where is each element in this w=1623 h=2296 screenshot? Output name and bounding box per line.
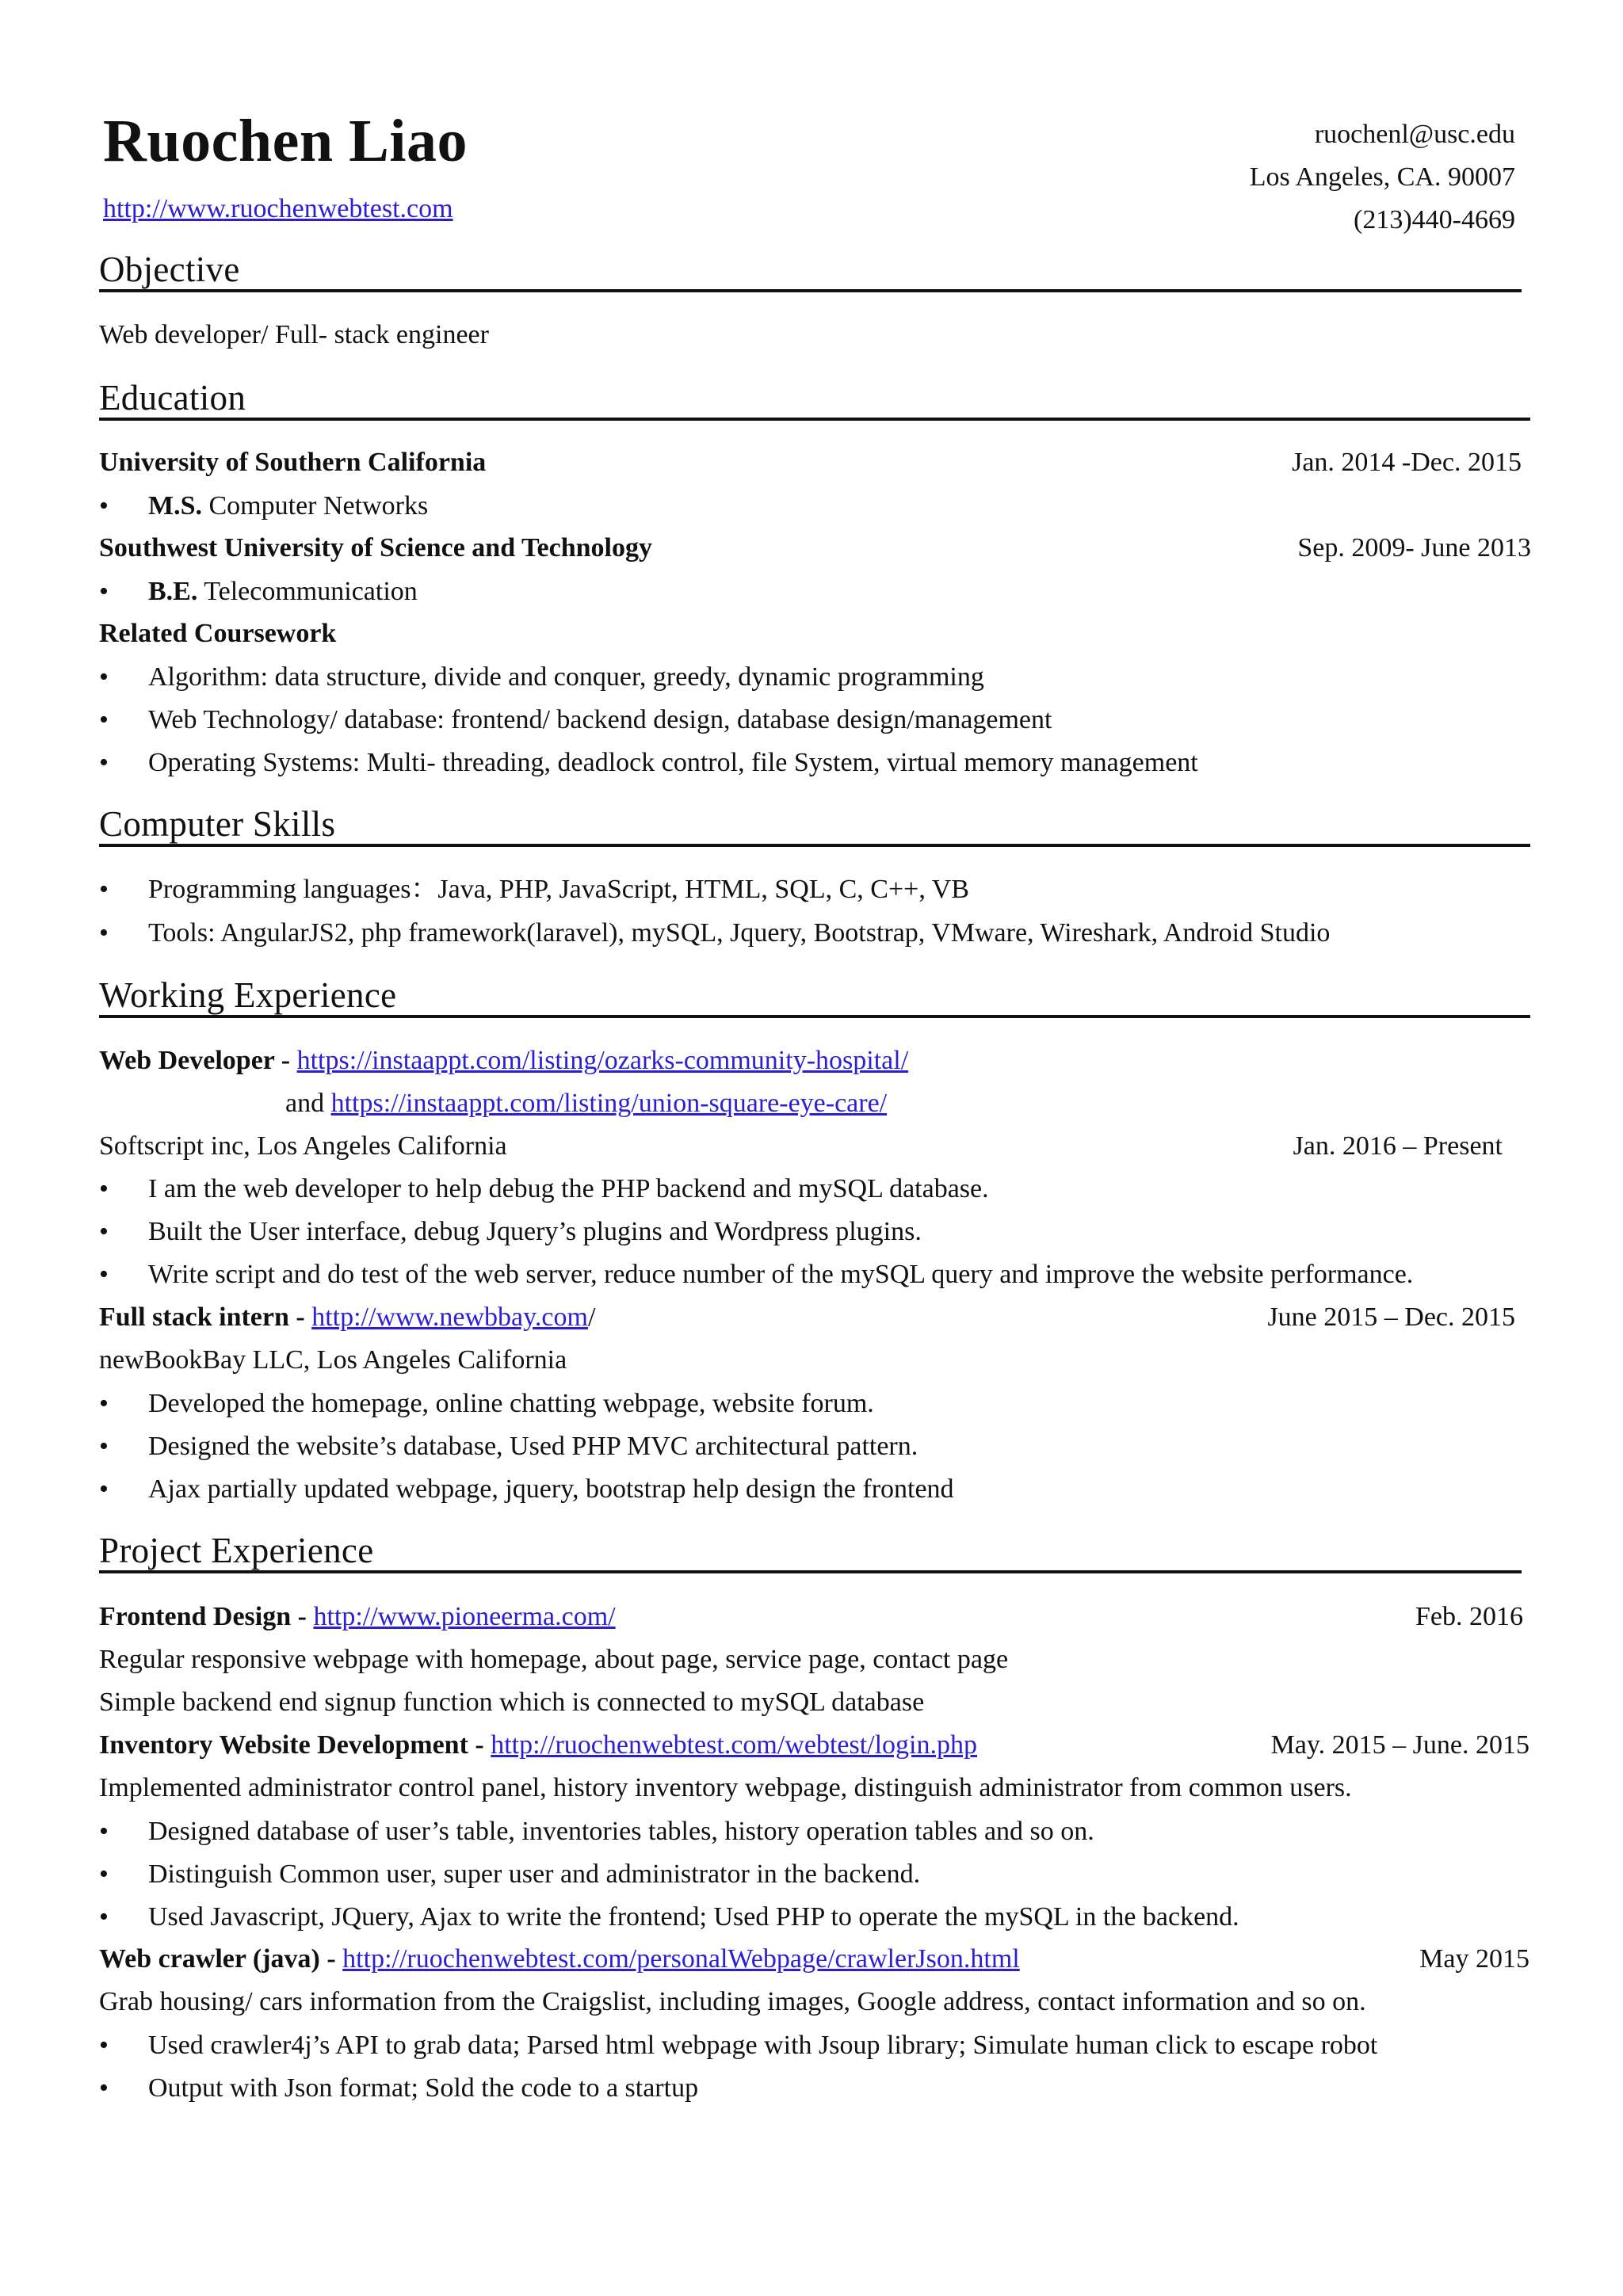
project-link-pioneerma[interactable]: http://www.pioneerma.com/ <box>313 1602 616 1631</box>
section-title-projects: Project Experience <box>99 1533 1522 1573</box>
job-bullet: • Developed the homepage, online chatting webpage, website forum. <box>99 1389 874 1418</box>
project-link-crawler[interactable]: http://ruochenwebtest.com/personalWebpage/crawlerJson.html <box>342 1944 1020 1974</box>
project-line: Grab housing/ cars information from the Craigslist, including images, Google address, contact information and so on. <box>99 1987 1366 2016</box>
job-bullet: • Built the User interface, debug Jquery’s plugins and Wordpress plugins. <box>99 1217 922 1246</box>
project-line: Simple backend end signup function which is connected to mySQL database <box>99 1688 925 1717</box>
website-link-text[interactable]: http://www.ruochenwebtest.com <box>103 194 453 223</box>
job-bullet: • Ajax partially updated webpage, jquery, bootstrap help design the frontend <box>99 1474 954 1504</box>
candidate-name: Ruochen Liao <box>103 108 468 174</box>
school-usc <box>99 449 486 476</box>
project-bullet: • Output with Json format; Sold the code to a startup <box>99 2073 699 2103</box>
job-dates: June 2015 – Dec. 2015 <box>1267 1302 1515 1332</box>
job-web-developer: Web Developer - https://instaappt.com/listing/ozarks-community-hospital/ <box>99 1046 909 1075</box>
project-link-inventory[interactable]: http://ruochenwebtest.com/webtest/login.php <box>491 1730 977 1760</box>
degree-ms-abbr: M.S. <box>148 491 202 521</box>
job-fullstack-intern: Full stack intern - http://www.newbbay.com/ <box>99 1302 596 1332</box>
school-swust-dates: Sep. 2009- June 2013 <box>1297 533 1531 563</box>
project-frontend-design: Frontend Design - http://www.pioneerma.com/ <box>99 1602 616 1631</box>
skill-item: • Programming languages：Java, PHP, JavaScript, HTML, SQL, C, C++, VB <box>99 875 969 904</box>
project-date: May. 2015 – June. 2015 <box>1270 1730 1529 1760</box>
project-line: Regular responsive webpage with homepage, about page, service page, contact page <box>99 1645 1009 1674</box>
coursework-heading: Related Coursework <box>99 619 337 648</box>
project-date: May 2015 <box>1419 1944 1529 1974</box>
job-bullet: • Designed the website’s database, Used PHP MVC architectural pattern. <box>99 1432 918 1461</box>
degree-ms: • M.S. Computer Networks <box>99 491 429 521</box>
section-title-work: Working Experience <box>99 978 1530 1018</box>
location-text: Los Angeles, CA. 90007 <box>1249 162 1515 192</box>
project-date: Feb. 2016 <box>1415 1602 1523 1631</box>
coursework-item: • Algorithm: data structure, divide and conquer, greedy, dynamic programming <box>99 662 984 692</box>
section-title-objective: Objective <box>99 252 1522 292</box>
school-swust <box>99 535 652 562</box>
email-text: ruochenl@usc.edu <box>1314 120 1515 149</box>
job-bullet: • Write script and do test of the web server, reduce number of the mySQL query and improve the website performance. <box>99 1260 1414 1289</box>
job-web-developer-second-link: and https://instaappt.com/listing/union-square-eye-care/ <box>285 1089 888 1118</box>
contact-block <box>1250 113 1515 242</box>
job-bullet: • I am the web developer to help debug the PHP backend and mySQL database. <box>99 1174 989 1203</box>
project-bullet: • Designed database of user’s table, inventories tables, history operation tables and so on. <box>99 1817 1094 1846</box>
school-swust-name: Southwest University of Science and Technology <box>99 533 652 563</box>
section-title-education: Education <box>99 380 1530 421</box>
project-inventory: Inventory Website Development - http://ruochenwebtest.com/webtest/login.php <box>99 1730 977 1760</box>
degree-be: • B.E. Telecommunication <box>99 577 418 606</box>
job-link-newbbay[interactable]: http://www.newbbay.com <box>311 1302 588 1332</box>
school-usc-dates: Jan. 2014 -Dec. 2015 <box>1292 448 1522 477</box>
coursework-item: • Web Technology/ database: frontend/ backend design, database design/management <box>99 705 1052 734</box>
job-dates: Jan. 2016 – Present <box>1293 1131 1503 1161</box>
job-company: Softscript inc, Los Angeles California <box>99 1131 507 1161</box>
coursework-item: • Operating Systems: Multi- threading, deadlock control, file System, virtual memory management <box>99 748 1198 777</box>
degree-ms-field: Computer Networks <box>202 491 429 521</box>
skill-item: • Tools: AngularJS2, php framework(laravel), mySQL, Jquery, Bootstrap, VMware, Wireshark, Android Studio <box>99 918 1331 948</box>
job-link-union-square[interactable]: https://instaappt.com/listing/union-square-eye-care/ <box>330 1089 888 1118</box>
job-link-ozarks[interactable]: https://instaappt.com/listing/ozarks-community-hospital/ <box>296 1046 909 1075</box>
school-usc-name: University of Southern California <box>99 448 487 477</box>
project-bullet: • Used crawler4j’s API to grab data; Parsed html webpage with Jsoup library; Simulate human click to escape robot <box>99 2031 1378 2060</box>
project-line: Implemented administrator control panel, history inventory webpage, distinguish administrator from common users. <box>99 1773 1352 1802</box>
project-web-crawler: Web crawler (java) - http://ruochenwebtest.com/personalWebpage/crawlerJson.html <box>99 1944 1020 1974</box>
degree-be-abbr: B.E. <box>148 577 198 606</box>
section-title-skills: Computer Skills <box>99 807 1530 847</box>
personal-website-link[interactable] <box>103 194 453 224</box>
degree-be-field: Telecommunication <box>197 577 418 606</box>
phone-text: (213)440-4669 <box>1354 205 1515 235</box>
project-bullet: • Distinguish Common user, super user and administrator in the backend. <box>99 1859 921 1889</box>
project-bullet: • Used Javascript, JQuery, Ajax to write the frontend; Used PHP to operate the mySQL in the backend. <box>99 1902 1239 1932</box>
job-company: newBookBay LLC, Los Angeles California <box>99 1345 567 1375</box>
objective-text: Web developer/ Full- stack engineer <box>99 320 489 349</box>
